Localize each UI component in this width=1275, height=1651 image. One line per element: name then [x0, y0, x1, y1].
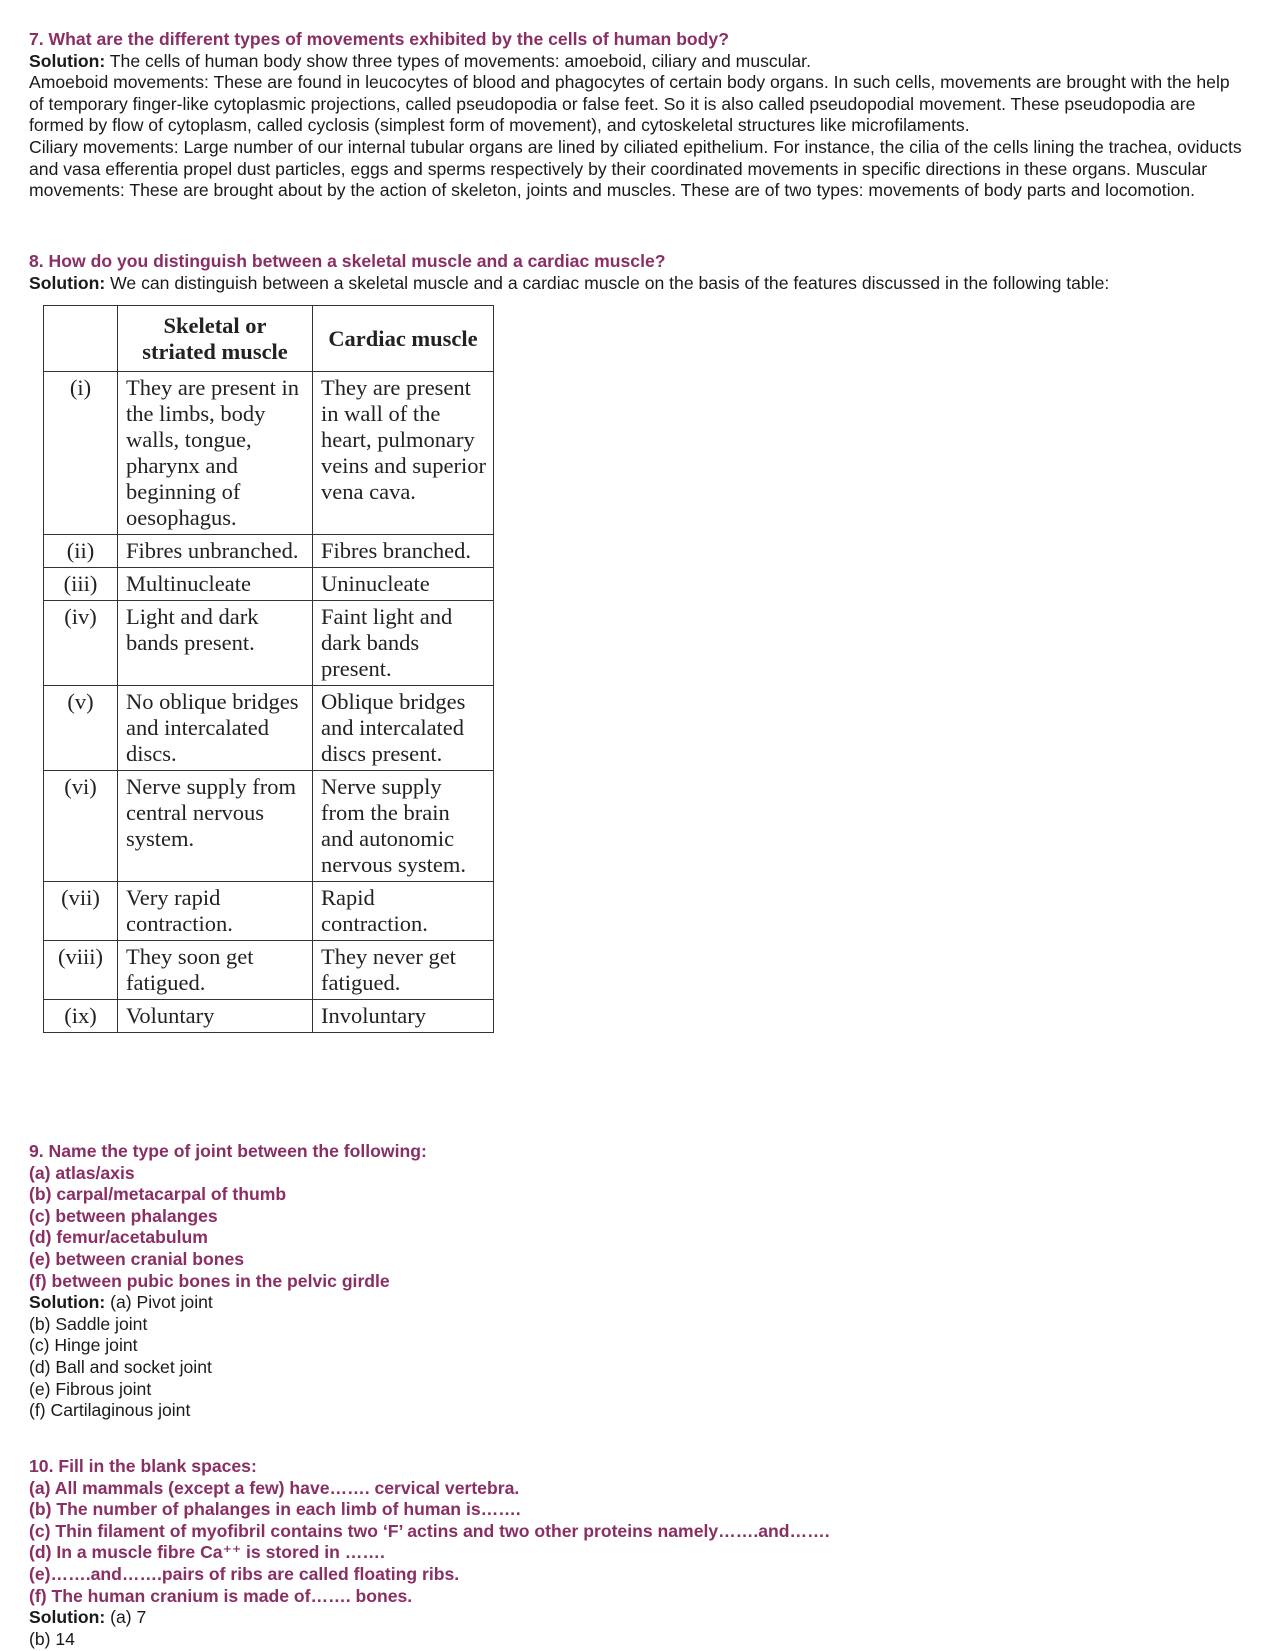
question-10-part: (c) Thin filament of myofibril contains two ‘F’ actins and two other proteins namely…….and…….: [29, 1520, 830, 1541]
row-index: (iv): [44, 601, 118, 686]
skeletal-cell: Voluntary: [118, 1000, 313, 1033]
question-9-answer: (d) Ball and socket joint: [29, 1356, 212, 1377]
table-row: [44, 1000, 494, 1033]
table-row: [44, 372, 494, 535]
cardiac-cell: Involuntary: [313, 1000, 494, 1033]
question-9-title: 9. Name the type of joint between the following:: [29, 1141, 427, 1161]
row-index: (viii): [44, 941, 118, 1000]
row-index: (ii): [44, 535, 118, 568]
question-9-block: [29, 1141, 1245, 1422]
skeletal-cell: Multinucleate: [118, 568, 313, 601]
skeletal-cell: They are present in the limbs, body walls, tongue, pharynx and beginning of oesophagus.: [118, 372, 313, 535]
question-10-block: [29, 1456, 1245, 1650]
question-9-part: (c) between phalanges: [29, 1205, 218, 1226]
skeletal-cell: Nerve supply from central nervous system.: [118, 771, 313, 882]
cardiac-cell: They never get fatigued.: [313, 941, 494, 1000]
cardiac-cell: Faint light and dark bands present.: [313, 601, 494, 686]
question-10-answer: (b) 14: [29, 1628, 75, 1649]
table-header-index: [44, 306, 118, 372]
cardiac-cell: Nerve supply from the brain and autonomic nervous system.: [313, 771, 494, 882]
question-9-answer: (c) Hinge joint: [29, 1335, 138, 1356]
skeletal-cell: Very rapid contraction.: [118, 882, 313, 941]
skeletal-cell: Fibres unbranched.: [118, 535, 313, 568]
row-index: (v): [44, 686, 118, 771]
amoeboid-paragraph: Amoeboid movements: These are found in leucocytes of blood and phagocytes of certain body organs. In such cells, movements are brought with the help of temporary finger-like cytoplasmic projections, called pseudopodia or false feet. So it is also called pseudopodial movement. These pseudopodia are formed by flow of cytoplasm, called cyclosis (simplest form of movement), and cytoskeletal structures like microfilaments.: [29, 72, 1230, 136]
skeletal-cell: No oblique bridges and intercalated discs.: [118, 686, 313, 771]
table-header-skeletal: Skeletal or striated muscle: [118, 306, 313, 372]
question-10-title: 10. Fill in the blank spaces:: [29, 1456, 257, 1476]
cardiac-cell: Oblique bridges and intercalated discs present.: [313, 686, 494, 771]
question-9-part: (d) femur/acetabulum: [29, 1227, 208, 1248]
question-9-answer: [29, 1292, 1245, 1314]
table-row: [44, 771, 494, 882]
table-row: [44, 882, 494, 941]
solution-label: Solution:: [29, 50, 106, 71]
cardiac-cell: Fibres branched.: [313, 535, 494, 568]
row-index: (ix): [44, 1000, 118, 1033]
answer-text: (a) Pivot joint: [105, 1292, 213, 1313]
question-9-answer: (b) Saddle joint: [29, 1313, 148, 1334]
question-10-part: (d) In a muscle fibre Ca⁺⁺ is stored in …….: [29, 1542, 385, 1563]
question-10-part: (e)…….and…….pairs of ribs are called floating ribs.: [29, 1563, 460, 1584]
cardiac-cell: Uninucleate: [313, 568, 494, 601]
row-index: (iii): [44, 568, 118, 601]
table-header-row: [44, 306, 494, 372]
table-row: [44, 686, 494, 771]
cardiac-cell: Rapid contraction.: [313, 882, 494, 941]
question-8-solution-intro: [29, 273, 1245, 295]
row-index: (vi): [44, 771, 118, 882]
table-header-cardiac: Cardiac muscle: [313, 306, 494, 372]
muscle-comparison-table: [43, 305, 494, 1033]
skeletal-cell: Light and dark bands present.: [118, 601, 313, 686]
solution-text: We can distinguish between a skeletal muscle and a cardiac muscle on the basis of the features discussed in the following table:: [105, 272, 1110, 293]
question-8-title: 8. How do you distinguish between a skeletal muscle and a cardiac muscle?: [29, 251, 666, 271]
cardiac-cell: They are present in wall of the heart, pulmonary veins and superior vena cava.: [313, 372, 494, 535]
solution-text: The cells of human body show three types of movements: amoeboid, ciliary and muscular.: [105, 50, 811, 71]
question-10-part: (b) The number of phalanges in each limb of human is…….: [29, 1499, 521, 1520]
table-row: [44, 568, 494, 601]
table-row: [44, 535, 494, 568]
question-8-block: [29, 251, 1245, 294]
skeletal-cell: They soon get fatigued.: [118, 941, 313, 1000]
question-9-part: (e) between cranial bones: [29, 1248, 245, 1269]
question-10-part: (a) All mammals (except a few) have……. cervical vertebra.: [29, 1477, 520, 1498]
answer-text: (a) 7: [105, 1607, 147, 1628]
ciliary-paragraph: Ciliary movements: Large number of our internal tubular organs are lined by ciliated epithelium. For instance, the cilia of the cells lining the trachea, oviducts and vasa efferentia propel dust particles, eggs and sperms respectively by their coordinated movements in specific directions in these organs. Muscular movements: These are brought about by the action of skeleton, joints and muscles. These are of two types: movements of body parts and locomotion.: [29, 136, 1242, 201]
solution-label: Solution:: [29, 272, 106, 293]
question-7-block: [29, 29, 1245, 202]
table-row: [44, 941, 494, 1000]
question-7-solution-intro: [29, 51, 1245, 73]
question-10-part: (f) The human cranium is made of……. bones.: [29, 1585, 413, 1606]
row-index: (i): [44, 372, 118, 535]
row-index: (vii): [44, 882, 118, 941]
question-9-part: (b) carpal/metacarpal of thumb: [29, 1184, 287, 1205]
solution-label: Solution:: [29, 1292, 106, 1313]
question-9-part: (a) atlas/axis: [29, 1162, 135, 1183]
question-9-answer: (e) Fibrous joint: [29, 1378, 152, 1399]
question-7-title: 7. What are the different types of movements exhibited by the cells of human body?: [29, 29, 729, 49]
question-9-part: (f) between pubic bones in the pelvic girdle: [29, 1270, 390, 1291]
question-10-answer: [29, 1607, 1245, 1629]
question-9-answer: (f) Cartilaginous joint: [29, 1400, 191, 1421]
table-row: [44, 601, 494, 686]
solution-label: Solution:: [29, 1607, 106, 1628]
